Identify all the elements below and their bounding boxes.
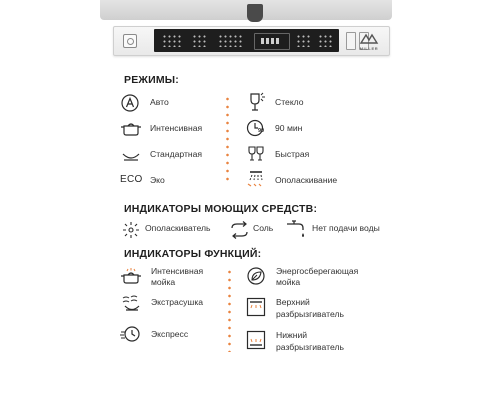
modes-title: РЕЖИМЫ: (124, 74, 179, 86)
function-upper-sprayer-label-2: разбрызгиватель (276, 309, 344, 319)
function-extra-dry-label: Экстрасушка (151, 297, 204, 307)
indicator-lights-4 (296, 34, 312, 47)
timer-90-text: 90 (258, 128, 265, 134)
function-intensive-wash-label-1: Интенсивная (151, 266, 204, 276)
function-lower-sprayer-label-1: Нижний (276, 330, 308, 340)
modes-divider (226, 95, 229, 185)
mode-quick-label: Быстрая (275, 149, 310, 159)
indicator-lights-5 (318, 34, 332, 47)
detergent-title: ИНДИКАТОРЫ МОЮЩИХ СРЕДСТВ: (124, 203, 318, 215)
power-button[interactable] (123, 34, 137, 48)
indicator-lights-2 (192, 34, 208, 47)
function-energy-save-label-1: Энергосберегающая (276, 266, 359, 276)
mode-90min-label: 90 мин (275, 123, 303, 133)
function-upper-sprayer-label-1: Верхний (276, 297, 310, 307)
upper-sprayer-icon (246, 297, 270, 317)
indicator-rinse-aid-label: Ополаскиватель (145, 223, 211, 233)
extra-dry-icon (120, 293, 144, 313)
mode-intensive-label: Интенсивная (150, 123, 203, 133)
intensive-wash-icon (120, 266, 144, 286)
brand-name: MILLER (359, 46, 379, 51)
function-energy-save-label-2: мойка (276, 277, 301, 287)
eco-icon-text: ECO (120, 174, 143, 185)
functions-title: ИНДИКАТОРЫ ФУНКЦИЙ: (124, 248, 262, 260)
energy-save-icon (246, 266, 270, 286)
salt-icon (228, 220, 252, 240)
indicator-lights-1 (162, 34, 182, 47)
digital-display (254, 33, 290, 50)
mode-auto-label: Авто (150, 97, 169, 107)
timer-90-icon (246, 119, 270, 139)
rack-handle (247, 4, 263, 22)
rinse-icon (246, 168, 270, 188)
function-lower-sprayer-label-2: разбрызгиватель (276, 342, 344, 352)
lower-sprayer-icon (246, 330, 270, 350)
indicator-salt-label: Соль (253, 223, 274, 233)
control-strip (113, 26, 390, 56)
indicator-no-water-label: Нет подачи воды (312, 223, 380, 233)
dishwasher-control-panel (0, 0, 500, 58)
dishwasher-top (100, 0, 392, 20)
mode-rinse-label: Ополаскивание (275, 175, 338, 185)
mode-standard-label: Стандартная (150, 149, 203, 159)
function-express-label: Экспресс (151, 329, 189, 339)
glass-icon (246, 92, 270, 112)
mode-glass-label: Стекло (275, 97, 304, 107)
plate-icon (120, 145, 144, 165)
function-intensive-wash-label-2: мойка (151, 277, 176, 287)
functions-divider (228, 268, 231, 352)
water-tap-icon (285, 219, 309, 239)
rinse-aid-icon (120, 220, 144, 240)
pot-icon (120, 118, 144, 138)
mode-eco-label: Эко (150, 175, 165, 185)
program-panel (154, 29, 339, 52)
indicator-lights-3 (218, 34, 244, 47)
express-icon (120, 324, 144, 344)
quick-icon (246, 145, 270, 165)
eco-icon (120, 171, 144, 191)
auto-icon (120, 93, 144, 113)
